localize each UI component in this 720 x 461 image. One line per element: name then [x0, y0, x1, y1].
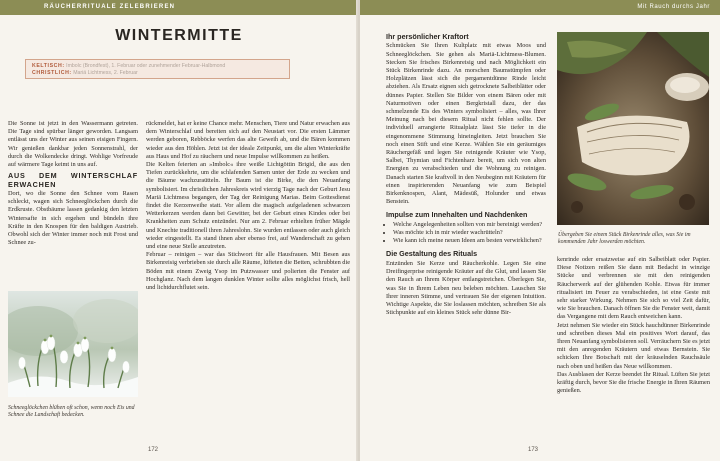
impulse-item: • Was möchte ich in mir wieder wachrütteln?	[393, 229, 546, 237]
snowdrop-illustration	[8, 291, 138, 397]
power-place-heading: Ihr persönlicher Kraftort	[386, 32, 469, 41]
left-page	[0, 0, 358, 461]
right-page	[360, 0, 720, 461]
page-number-right: 173	[528, 447, 539, 453]
winterschlaf-paragraph: Dort, wo die Sonne den Schnee vom Rasen schleckt, wagen sich Schneeglöckchen durch die Erdkruste. Obstbäume lassen gedankig den letzten Wintersafte in sich ergehen und bündeln ihre Kräfte in den Knospen für den baldigen Austrieb. Obwohl sich der Winter immer noch mit Frost und Schnee zu-	[8, 190, 138, 247]
celtic-value: Imbolc (Brondfest), 1. Februar oder zunehmender Februar-Halbmond	[66, 63, 226, 69]
section-heading-winterschlaf: AUS DEM WINTERSCHLAF ERWACHEN	[8, 171, 138, 189]
right-column-1	[386, 30, 546, 317]
birch-bark-illustration	[557, 32, 709, 225]
intro-paragraph: Die Sonne ist jetzt in den Wassermann getreten. Die Tage sind spürbar länger geworden. Langsam entlässt uns der Winter aus seinen eisigen Fingern. Wir genießen dankbar jeden Sonnenstrahl, der durch die Wolkendecke dringt. Wohlige Vorfreude auf wärmere Tage keimt in uns auf.	[8, 120, 138, 169]
ritual-heading: Die Gestaltung des Rituals	[386, 249, 478, 259]
awakening-paragraph: rückmeldet, hat er keine Chance mehr. Menschen, Tiere und Natur erwachen aus dem Winterschlaf und bereiten sich auf den Neustart vor. Die ersten Lämmer werden geboren, Rebböcke werfen das alte Geweih ab, und die Bären kommen wieder aus den Höhlen. Jetzt ist der ideale Zeitpunkt, um die alten Winterkräfte aus Haus und Hof zu räuchern und neue Impulse willkommen zu heißen.	[146, 120, 350, 160]
new-beginning-paragraph: Jetzt nehmen Sie wieder ein Stück hauchdünner Birkenrinde und schreiben dieses Mal ein positives Wort darauf, das Ihren Neuanfang symbolisieren soll. Verräuchern Sie es jetzt mit den anregenden Kräutern und etwas Bernstein. Sie schicken Ihre Botschaft mit der kräuselnden Rauchsäule nach oben und heißen das Neue willkommen.	[557, 321, 710, 370]
page-title: WINTERMITTE	[115, 27, 243, 44]
running-head-left: RÄUCHERRITUALE ZELEBRIEREN	[0, 0, 358, 15]
page-number-left: 172	[148, 447, 159, 453]
left-column-2	[146, 120, 350, 292]
christian-label: CHRISTLICH:	[32, 70, 72, 76]
power-place-paragraph: Schmücken Sie Ihren Kultplatz mit etwas Moos und Schneeglöckchen. Sie gehen als Mariä-Lichtmess-Blumen. Stecken Sie frisches Birkenreisig und nach Möglichkeit ein Stück Birkenrinde dazu. An morschen Baumstümpfen oder Holzplätzen lässt sich die pergamentdünne Rinde leicht abziehen. Als Ersatz eignen sich getrocknete Salbeiblätter oder dünnes Papier. Stellen Sie Bilder von einem Bären oder mit Naturmotiven oder einen Bergkristall dazu, der das schmelzende Eis des Winters symbolisiert – alles, was Ihrer Meinung nach bei diesem Ritual nicht fehlen sollte. Der individuell arrangierte Ritualplatz lässt Sie tiefer in die eingenommene Stimmung hineingleiten. Jetzt brauchen Sie noch einen Stift und eine Kerze. Wählen Sie ein geräumiges Räuchergefäß und legen Sie reinigende Kräuter wie Ysop, Salbei, Thymian und Fichtenharz bereit, um sich von alten Energien zu verabschieden und die Wohnung zu reinigen. Danach starten Sie kraftvoll in den Neubeginn mit Kräutern für einen inspirierenden Neuanfang wie zum Beispiel Birkenknospen, Alant, Mädesüß, Holunder und etwas Benstein.	[386, 42, 546, 206]
running-head-right: Mit Rauch durchs Jahr	[360, 0, 720, 15]
left-column-1	[8, 120, 138, 247]
impulse-item: • Wie kann ich meine neuen Ideen am besten verwirklichen?	[393, 237, 546, 245]
season-box	[25, 59, 290, 79]
closing-paragraph: Das Ausblasen der Kerze beendet Ihr Ritual. Lüften Sie jetzt kräftig durch, bevor Sie die frische Energie in Ihren Räumen genießen.	[557, 370, 710, 395]
snowdrop-photo	[8, 291, 138, 397]
celtic-label: KELTISCH:	[32, 63, 65, 69]
ritual-paragraph: Entzünden Sie Kerze und Räucherkohle. Legen Sie eine Dreifingerprise reinigende Kräuter auf die Glut, und lassen Sie den Rauch an Ihrem Körper entlangstreichen. Überlegen Sie, was Sie in Ihrem Leben neu beleben möchten. Lauschen Sie Ihrer inneren Stimme, und vertrauen Sie der eigenen Intuition. Wichtige Aspekte, die Sie loslassen möchten, schreiben Sie als Stichpunkte auf ein kleines Stück sehr dünne Bir-	[386, 259, 546, 317]
cleaning-paragraph: Februar – reinigen – war das Stichwort für alle Hausfrauen. Mit Besen aus Birkenreisig verbrieben sie durch alle Räume, lüfteten die Betten, schrubbten die Böden mit einem Zweig Ysop im Putzwasser und polierten die Fenster auf Hochglanz. Nach dem langen dunklen Winter sollte alles möglichst frisch, hell und lichtdurchflutet sein.	[146, 251, 350, 292]
birch-bark-photo	[557, 32, 709, 225]
christian-value: Mariä Lichtmess, 2. Februar	[73, 70, 138, 76]
impulse-list	[386, 221, 546, 246]
birch-bark-caption: Übergeben Sie einem Stück Birkenrinde alles, was Sie im kommenden Jahr loswerden möchten.	[558, 232, 691, 246]
impulse-heading: Impulse zum Innehalten und Nachdenken	[386, 210, 528, 220]
impulse-item: • Welche Angelegenheiten sollten von mir bereinigt werden?	[393, 221, 546, 229]
burning-paragraph: kenrinde oder ersatzweise auf ein Salbeiblatt oder Papier. Diese Notizen reißen Sie dann mit Bedacht in winzige Stücke und verbrennen sie mit den reinigenden Räucherwerk auf der glühenden Kohle. Etwas für immer ritualisiert im Feuer zu verabschieden, ist eine Geste mit sehr starker Wirkung. Nehmen Sie sich so viel Zeit dafür, wie Sie brauchen. Danach öffnen Sie die Fenster weit, damit das Vergangene mit dem Rauch entweichen kann.	[557, 256, 710, 321]
imbolc-paragraph: Die Kelten feierten an »Imbolc« ihre weiße Lichtgöttin Brigid, die aus den Tiefen zurückkehrte, um die schlafenden Samen unter der Erde zu wecken und die Bäume wachzuraütteln. Ihr Baum ist die Birke, die den Neuanfang symbolisiert. Im christlichen Jahreskreis wird vierzig Tage nach der Geburt Jesu Mariä Lichtmess begangen, der Tag der Reinigung Marias. Beim Gottesdienst findet die Kerzenweihe statt. Vor allem die magisch aufgeladenen schwarzen Wetterkerzen werden dann bei Gewitter, bei der Geburt eines Kindes oder bei Krankheiten zum Schutz entzündet. Nur am 2. Februar erhielten früher Mägde und Knechte traditionell ihren Jahreslohn. Sie wurden entlassen oder auch gleich wieder eingestellt. Es stand ihnen aber ebenso frei, auf Wanderschaft zu gehen und eine neue Stelle anzutreten.	[146, 161, 350, 251]
right-column-2	[557, 256, 710, 395]
snowdrop-caption: Schneeglöckchen blühen oft schon, wenn noch Eis und Schnee die Landschaft bedecken.	[8, 405, 135, 419]
